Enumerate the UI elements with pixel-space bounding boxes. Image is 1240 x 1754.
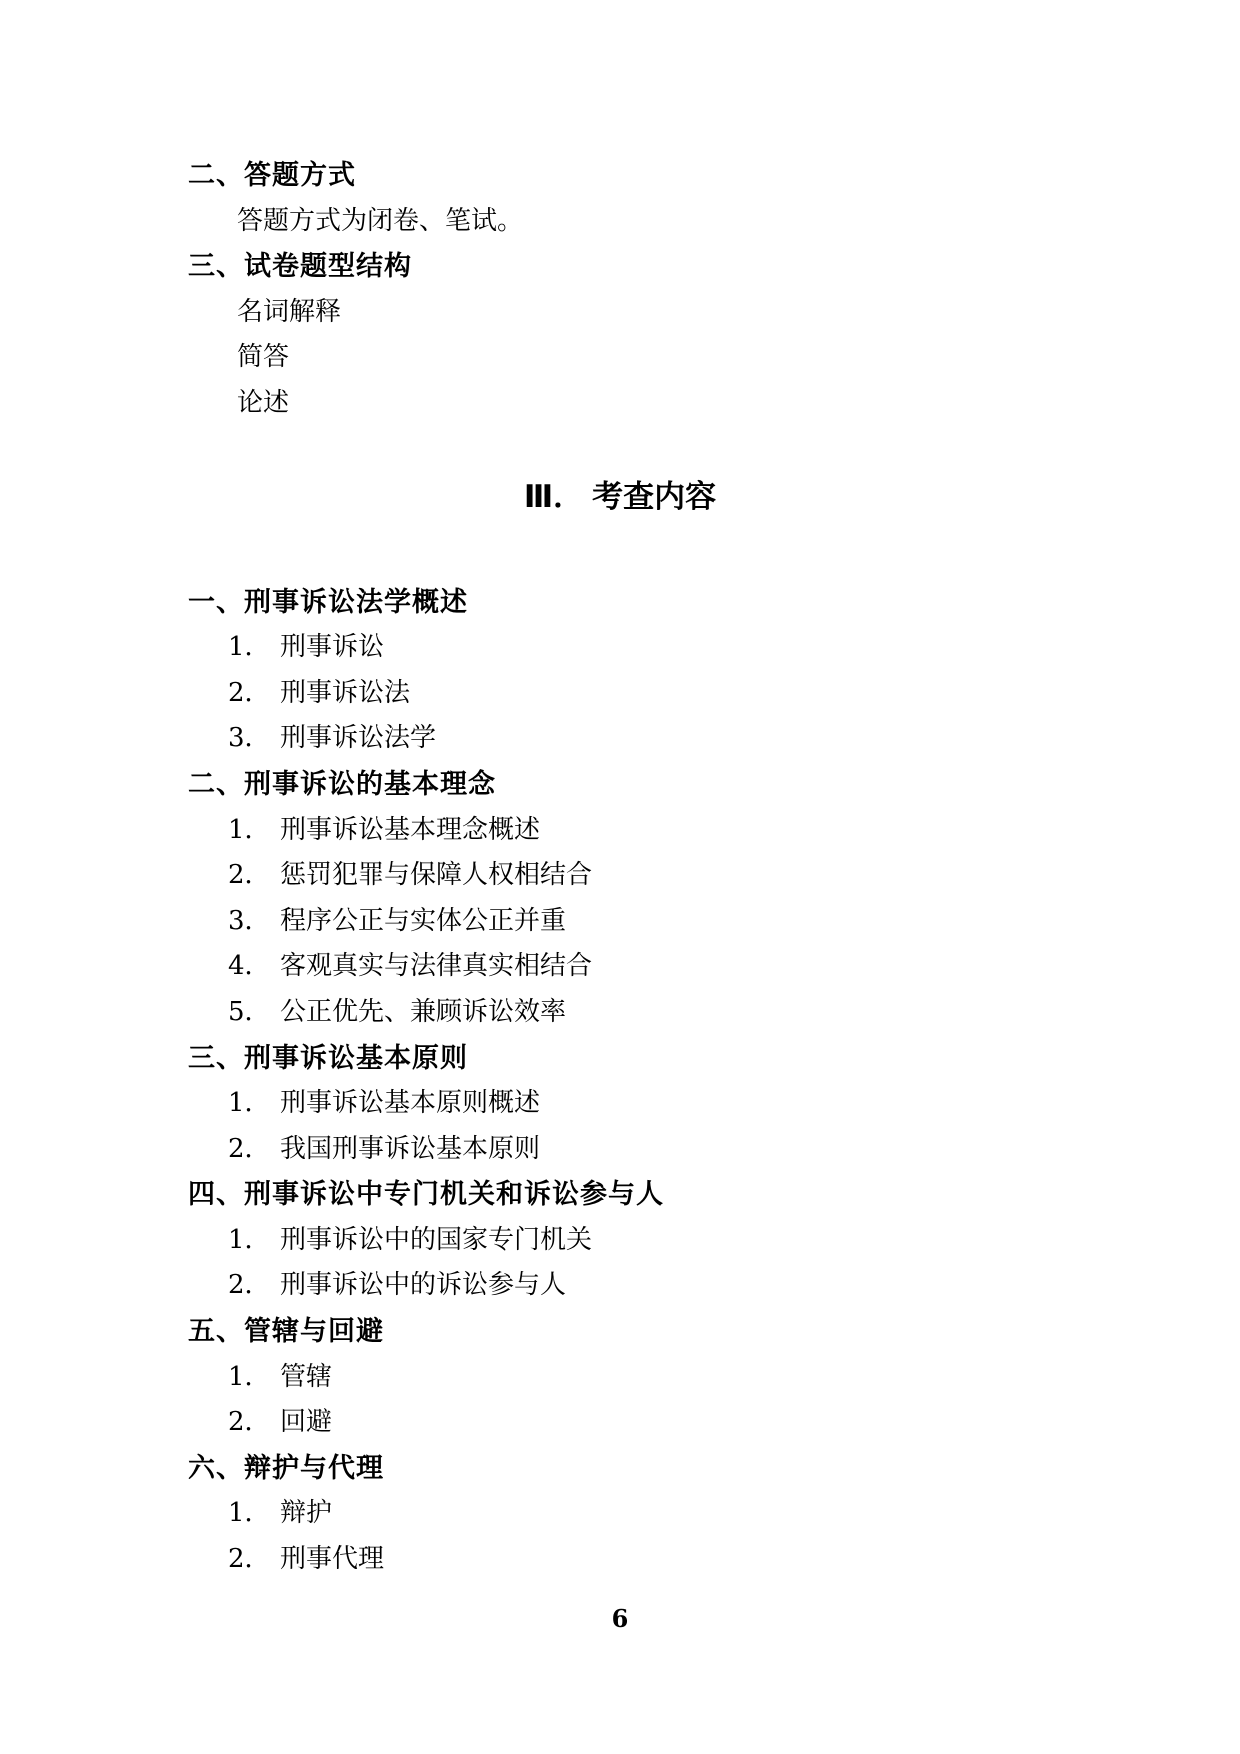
item-text: 我国刑事诉讼基本原则 xyxy=(280,1133,541,1164)
outline-item xyxy=(0,990,1240,1036)
item-number: 1． xyxy=(228,814,271,845)
page-footer xyxy=(0,1597,1240,1641)
item-text: 刑事诉讼 xyxy=(280,632,385,663)
outline-heading-3: 三、刑事诉讼基本原则 xyxy=(188,1042,468,1074)
outline-section xyxy=(0,580,1240,1583)
item-number: 3． xyxy=(228,905,271,936)
item-text: 回避 xyxy=(280,1407,333,1438)
outline-heading-2: 二、刑事诉讼的基本理念 xyxy=(188,768,496,800)
exam-info-section xyxy=(0,153,1240,427)
item-number: 2． xyxy=(228,1270,271,1301)
outline-item xyxy=(0,716,1240,762)
page-number: 6 xyxy=(611,1603,629,1633)
answer-mode-paragraph: 答题方式为闭卷、笔试。 xyxy=(237,205,524,236)
item-text: 刑事诉讼基本理念概述 xyxy=(280,814,541,845)
question-type-item: 简答 xyxy=(237,342,290,373)
item-number: 2． xyxy=(228,860,271,891)
page-title xyxy=(0,464,1240,530)
item-text: 刑事诉讼中的国家专门机关 xyxy=(280,1224,593,1255)
item-text: 辩护 xyxy=(280,1498,333,1529)
outline-item xyxy=(0,1537,1240,1583)
item-text: 程序公正与实体公正并重 xyxy=(280,905,567,936)
item-number: 5． xyxy=(228,996,271,1027)
item-text: 客观真实与法律真实相结合 xyxy=(280,951,593,982)
outline-heading-5: 五、管辖与回避 xyxy=(188,1316,384,1348)
outline-item xyxy=(0,853,1240,899)
outline-item xyxy=(0,1491,1240,1537)
item-text: 刑事诉讼中的诉讼参与人 xyxy=(280,1270,567,1301)
item-number: 3． xyxy=(228,723,271,754)
outline-heading-4: 四、刑事诉讼中专门机关和诉讼参与人 xyxy=(188,1179,664,1211)
outline-item xyxy=(0,808,1240,854)
title-text: 考查内容 xyxy=(592,478,717,515)
item-number: 2． xyxy=(228,1407,271,1438)
outline-item xyxy=(0,1127,1240,1173)
item-text: 刑事诉讼法 xyxy=(280,677,411,708)
item-number: 1． xyxy=(228,632,271,663)
outline-item xyxy=(0,1355,1240,1401)
item-text: 公正优先、兼顾诉讼效率 xyxy=(280,996,567,1027)
paper-structure-heading: 三、试卷题型结构 xyxy=(188,251,412,283)
title-roman-numeral: Ⅲ． xyxy=(523,478,585,515)
item-text: 管辖 xyxy=(280,1361,333,1392)
item-number: 1． xyxy=(228,1361,271,1392)
item-text: 刑事诉讼基本原则概述 xyxy=(280,1088,541,1119)
item-text: 刑事代理 xyxy=(280,1544,385,1575)
answer-mode-heading: 二、答题方式 xyxy=(188,160,356,191)
item-number: 1． xyxy=(228,1088,271,1119)
outline-item xyxy=(0,1400,1240,1446)
item-number: 2． xyxy=(228,677,271,708)
outline-heading-1: 一、刑事诉讼法学概述 xyxy=(188,586,468,618)
outline-item xyxy=(0,1218,1240,1264)
question-type-item: 名词解释 xyxy=(237,296,342,327)
item-number: 1． xyxy=(228,1224,271,1255)
outline-item xyxy=(0,1081,1240,1127)
item-number: 4． xyxy=(228,951,271,982)
item-number: 1． xyxy=(228,1498,271,1529)
outline-item xyxy=(0,625,1240,671)
outline-heading-6: 六、辩护与代理 xyxy=(188,1452,384,1484)
question-type-item: 论述 xyxy=(237,387,290,418)
outline-item xyxy=(0,899,1240,945)
item-number: 2． xyxy=(228,1544,271,1575)
item-text: 刑事诉讼法学 xyxy=(280,723,437,754)
outline-item xyxy=(0,1263,1240,1309)
outline-item xyxy=(0,944,1240,990)
outline-item xyxy=(0,671,1240,717)
item-text: 惩罚犯罪与保障人权相结合 xyxy=(280,860,593,891)
item-number: 2． xyxy=(228,1133,271,1164)
